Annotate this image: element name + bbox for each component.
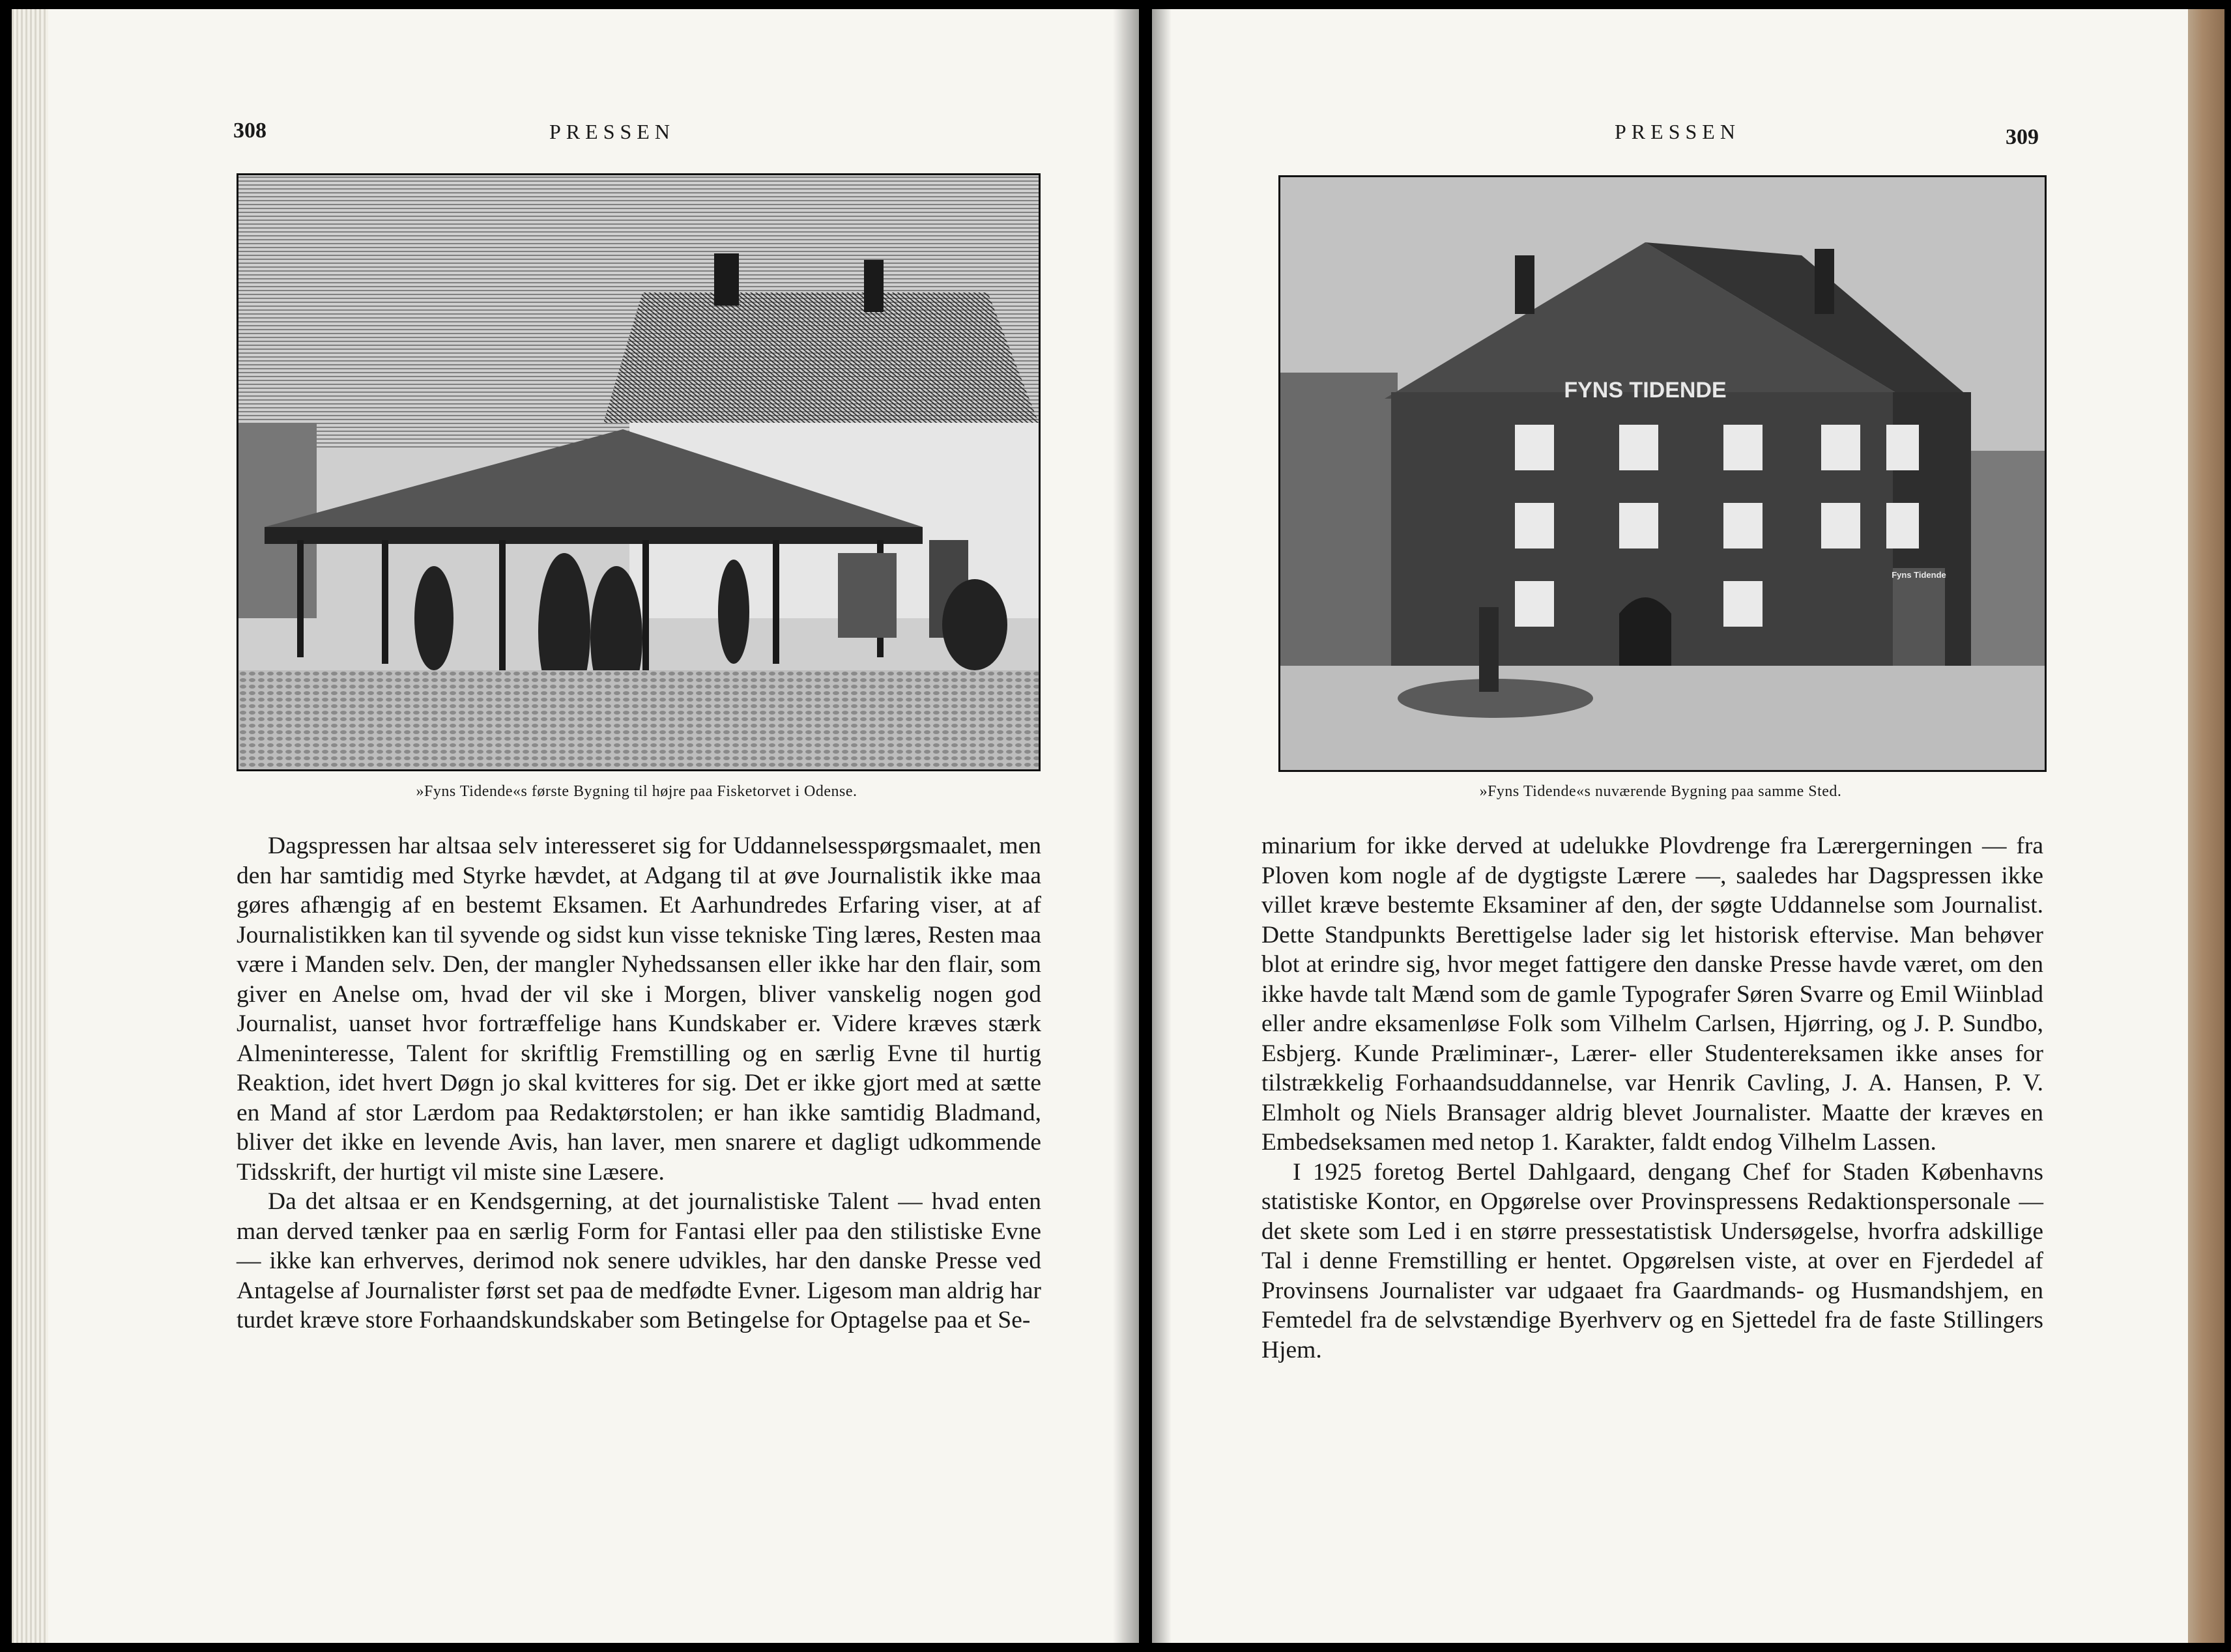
left-page <box>12 9 1139 1643</box>
paragraph: I 1925 foretog Bertel Dahlgaard, dengang Chef for Staden Københavns statistiske Kontor, en Opgørelse over Provinspressens Redaktionspersonale — det skete som Led i en større pressestatistisk Undersøgelse, hvorfra adskillige Tal i denne Fremstilling er hentet. Opgørelsen viste, at over en Fjerdedel af Provinsens Journalister var udgaaet fra Gaardmands- og Husmandshjem, en Femtedel fra de selvstændige Byerhverv og en Sjettedel fra de faste Stillingers Hjem. <box>1261 1158 2043 1363</box>
paragraph: Da det altsaa er en Kendsgerning, at det journalistiske Talent — hvad enten man derved tænker paa en særlig Form for Fantasi eller paa den stilistiske Evne — ikke kan erhverves, derimod nok senere udvikles, har den danske Presse ved Antagelse af Journalister først set paa de medfødte Evner. Ligesom man aldrig har turdet kræve store Forhaandskundskaber som Betingelse for Optagelse paa et Se- <box>237 1188 1041 1333</box>
paragraph: Dagspressen har altsaa selv interesseret sig for Uddannelsesspørgsmaalet, men den har samtidig med Styrke hævdet, at Adgang til at øve Journalistik ikke maa gøres afhængig af en bestemt Eksamen. Et Aarhundredes Erfaring viser, at af Journalistikken kan til syvende og sidst kun visse tekniske Ting læres, Resten maa være i Manden selv. Den, der mangler Nyhedssansen eller ikke har den flair, som giver en Anelse om, hvad der vil ske i Morgen, bliver vanskelig nogen god Journalist, uanset hvor fortræffelige hans Kundskaber er. Videre kræves stærk Almeninteresse, Talent for skriftlig Fremstilling og en særlig Evne til hurtig Reaktion, idet hvert Døgn jo skal kvitteres for sig. Det er ikke gjort med at sætte en Mand af stor Lærdom paa Redaktørstolen; er han ikke samtidig Bladmand, bliver det ikke en levende Avis, han laver, men snarere et dagligt udkommende Tidsskrift, der hurtigt vil miste sine Læsere. <box>237 833 1041 1186</box>
running-head: PRESSEN <box>1615 120 1740 143</box>
page-number: 309 <box>2006 125 2039 149</box>
running-head: PRESSEN <box>549 120 675 143</box>
photo-current-building <box>1278 175 2047 772</box>
body-text <box>1261 831 2043 1365</box>
engraving-first-building <box>237 173 1041 771</box>
figure-caption: »Fyns Tidende«s nuværende Bygning paa samme Sted. <box>1479 783 1842 800</box>
figure-caption: »Fyns Tidende«s første Bygning til højre paa Fisketorvet i Odense. <box>416 783 857 800</box>
facade-sign: FYNS TIDENDE <box>1564 378 1727 403</box>
page-number: 308 <box>233 119 266 143</box>
book-cover-edge <box>2188 9 2224 1643</box>
page-edge-stack <box>12 9 48 1643</box>
right-page <box>1152 9 2188 1643</box>
spine-shadow <box>1152 9 1172 1643</box>
door-sign: Fyns Tidende <box>1892 570 1946 580</box>
body-text <box>237 831 1041 1335</box>
paragraph: minarium for ikke derved at udelukke Plovdrenge fra Lærergerningen — fra Ploven kom nogle af de dygtigste Lærere —, saaledes har Dagspressen ikke villet kræve bestemte Eksaminer af den, der søgte Uddannelse som Journalist. Dette Standpunkts Berettigelse lader sig let historisk eftervise. Man behøver blot at erindre sig, hvor meget fattigere den danske Presse havde været, om den ikke havde talt Mænd som de gamle Typografer Søren Svarre og Emil Wiinblad eller andre eksamenløse Folk som Vilhelm Carlsen, Hjørring, og J. P. Sundbo, Esbjerg. Kunde Præliminær-, Lærer- eller Studentereksamen ikke anses for tilstrækkelig Forhaandsuddannelse, var Henrik Cavling, J. A. Hansen, P. V. Elmholt og Niels Bransager aldrig blevet Journalister. Maatte der kræves en Embedseksamen med netop 1. Karakter, faldt endog Vilhelm Lassen. <box>1261 833 2043 1156</box>
spine-shadow <box>1113 9 1139 1643</box>
